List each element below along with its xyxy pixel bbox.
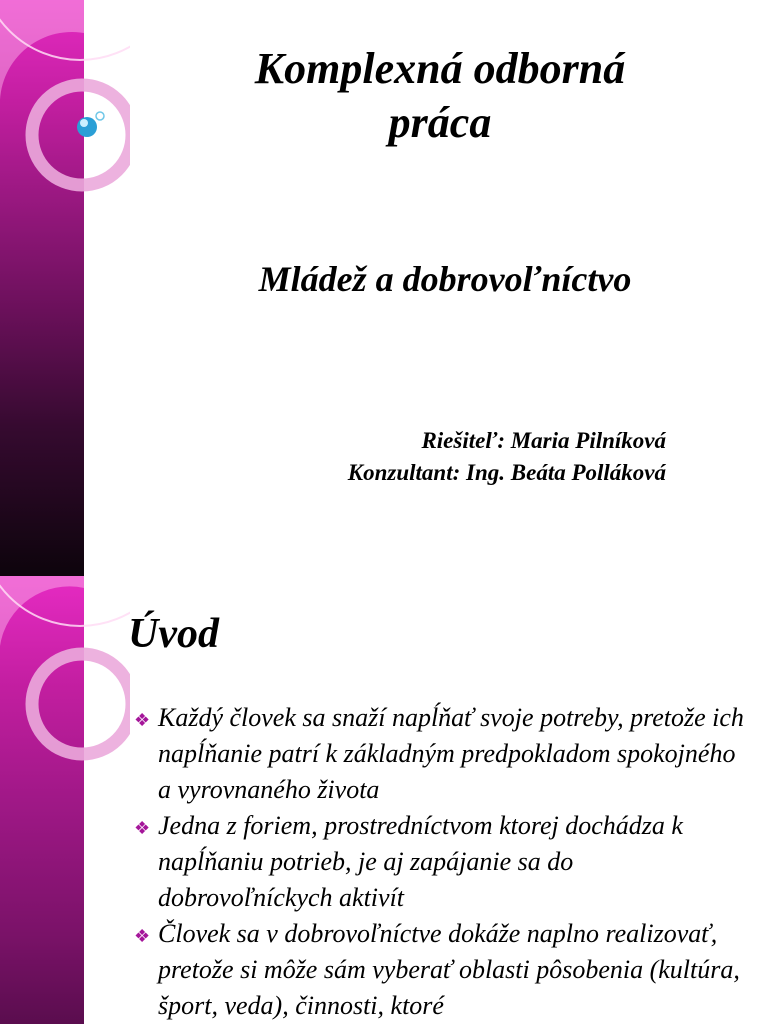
slide-heading: Úvod <box>128 611 219 657</box>
decorative-circles <box>0 576 130 776</box>
title-line-2: práca <box>388 98 492 147</box>
intro-slide <box>0 576 768 1024</box>
diamond-bullet-icon: ❖ <box>134 710 151 730</box>
list-item <box>134 808 754 916</box>
slide-title <box>180 42 700 150</box>
glass-orb-icon <box>77 117 97 137</box>
bullet-text: Jedna z foriem, prostredníctvom ktorej dochádza k napĺňaniu potrieb, je aj zapájanie sa do dobrovoľníckych aktivít <box>158 811 683 912</box>
bullet-text: Každý človek sa snaží napĺňať svoje potreby, pretože ich napĺňanie patrí k základným predpokladom spokojného a vyrovnaného života <box>158 703 744 804</box>
slide-subtitle: Mládež a dobrovoľníctvo <box>258 259 632 299</box>
credits <box>348 425 666 489</box>
decorative-circles <box>0 0 130 200</box>
author-line: Riešiteľ: Maria Pilníková <box>421 428 666 453</box>
bullet-text: Človek sa v dobrovoľníctve dokáže naplno realizovať, pretože si môže sám vyberať oblasti pôsobenia (kultúra, šport, veda), činnosti, ktoré <box>158 919 740 1020</box>
diamond-bullet-icon: ❖ <box>134 926 151 946</box>
bullet-list <box>134 700 754 1024</box>
consultant-line: Konzultant: Ing. Beáta Polláková <box>347 460 666 485</box>
diamond-bullet-icon: ❖ <box>134 818 151 838</box>
list-item <box>134 916 754 1024</box>
title-line-1: Komplexná odborná <box>254 44 626 93</box>
list-item <box>134 700 754 808</box>
